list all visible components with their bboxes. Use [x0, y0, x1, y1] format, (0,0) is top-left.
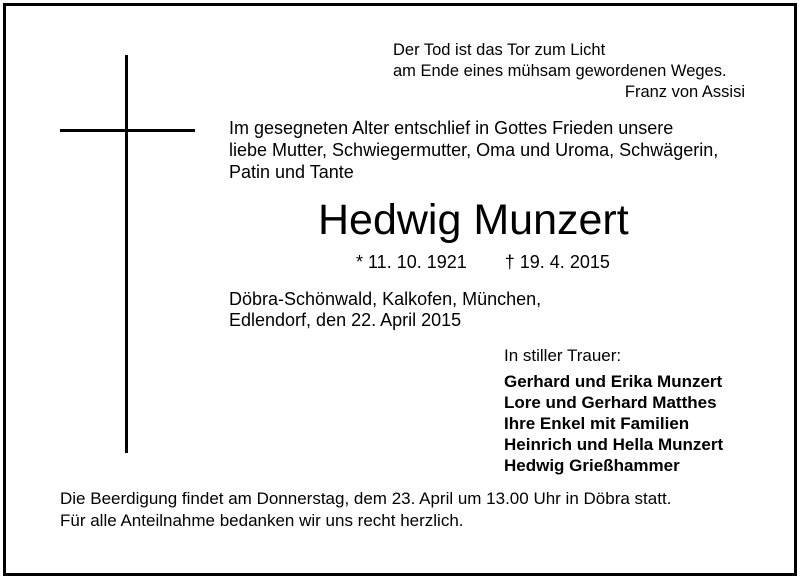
cross-icon	[125, 55, 128, 453]
mourner-name: Gerhard und Erika Munzert	[504, 372, 723, 391]
intro-line: Patin und Tante	[229, 162, 354, 182]
motto-line: Der Tod ist das Tor zum Licht	[393, 41, 606, 59]
motto-line: am Ende eines mühsam gewordenen Weges.	[393, 62, 727, 80]
birth-date: * 11. 10. 1921	[356, 252, 467, 272]
mourners-heading: In stiller Trauer:	[504, 346, 622, 365]
life-dates	[356, 251, 610, 273]
mourner-name: Heinrich und Hella Munzert	[504, 435, 724, 454]
funeral-line: Für alle Anteilnahme bedanken wir uns recht herzlich.	[60, 511, 464, 530]
intro-text	[229, 117, 769, 183]
cross-icon-crossbar	[60, 129, 195, 132]
places-line: Edlendorf, den 22. April 2015	[229, 310, 462, 330]
funeral-line: Die Beerdigung findet am Donnerstag, dem 23. April um 13.00 Uhr in Döbra statt.	[60, 489, 672, 508]
mourners-list	[504, 345, 723, 476]
mourner-name: Ihre Enkel mit Familien	[504, 414, 690, 433]
intro-line: Im gesegneten Alter entschlief in Gottes Frieden unsere	[229, 118, 674, 138]
motto-quote	[393, 40, 745, 103]
places-line: Döbra-Schönwald, Kalkofen, München,	[229, 289, 542, 309]
deceased-name: Hedwig Munzert	[318, 196, 629, 244]
intro-line: liebe Mutter, Schwiegermutter, Oma und Uroma, Schwägerin,	[229, 140, 719, 160]
funeral-notice	[60, 488, 671, 532]
mourner-name: Hedwig Grießhammer	[504, 456, 680, 475]
mourner-name: Lore und Gerhard Matthes	[504, 393, 717, 412]
motto-author: Franz von Assisi	[624, 83, 745, 101]
death-date: † 19. 4. 2015	[504, 252, 610, 272]
places-and-date	[229, 289, 541, 331]
